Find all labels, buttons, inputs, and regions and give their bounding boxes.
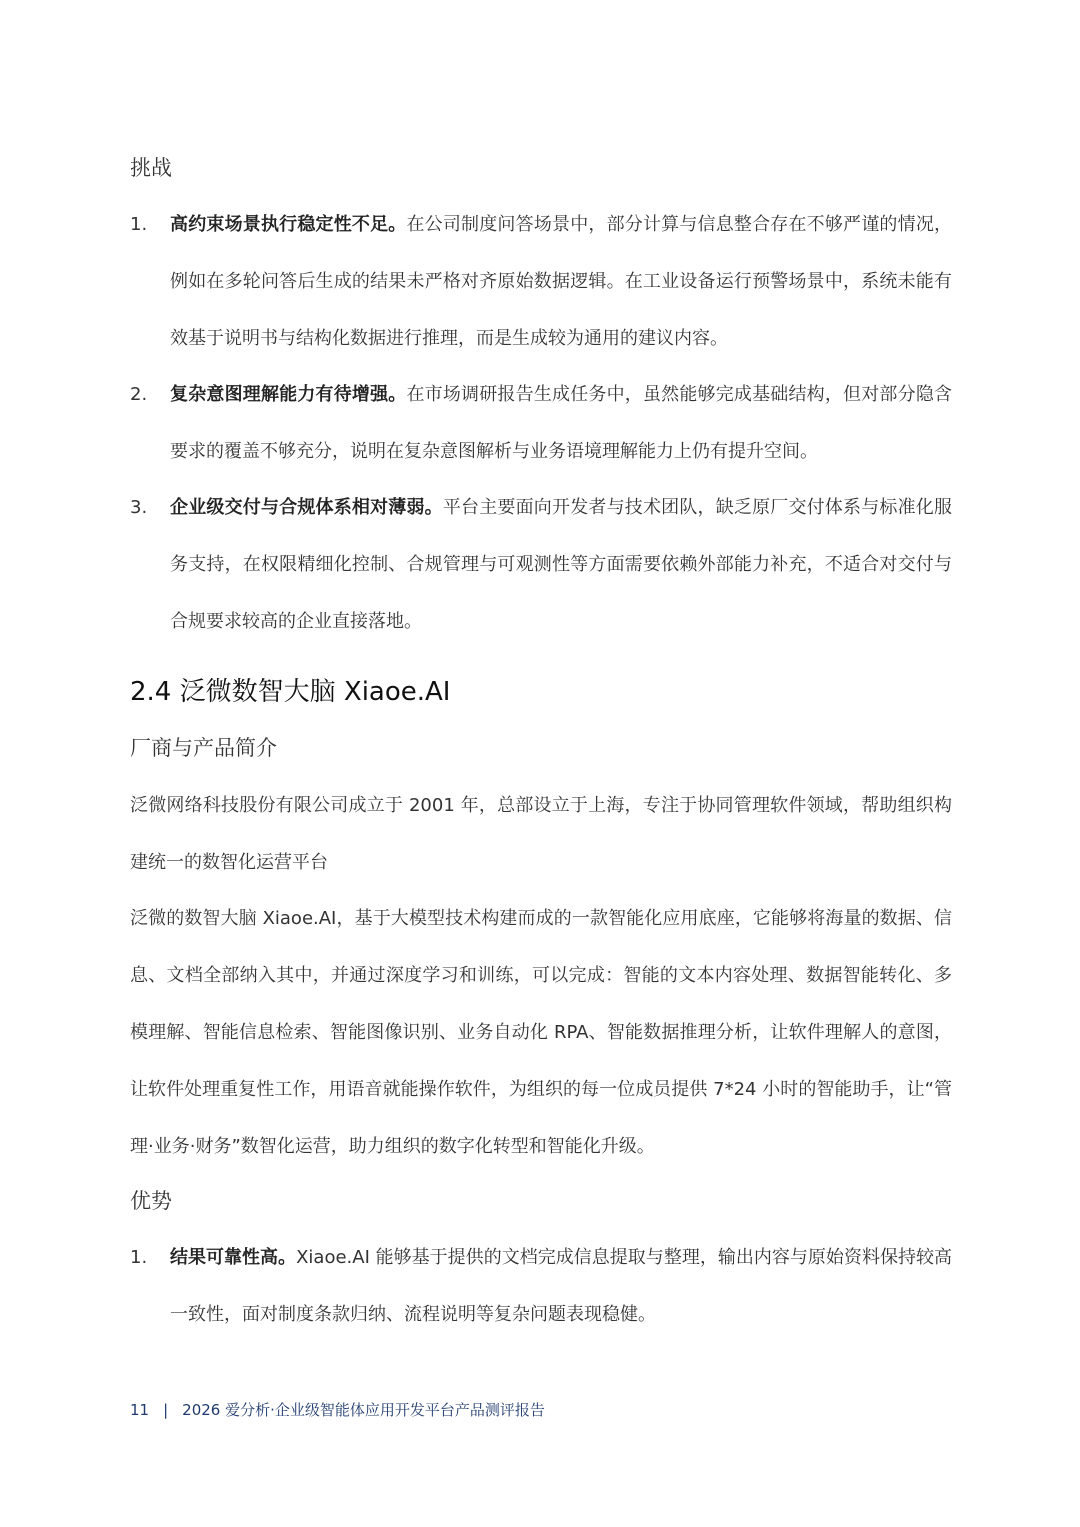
list-lead: 高约束场景执行稳定性不足。 xyxy=(170,214,407,235)
list-number: 1. xyxy=(130,1247,148,1268)
list-body xyxy=(170,366,952,480)
section-title: 2.4 泛微数智大脑 Xiaoe.AI xyxy=(130,677,451,707)
intro-paragraph-2: 泛微的数智大脑 Xiaoe.AI，基于大模型技术构建而成的一款智能化应用底座，它能够将海量的数据、信息、文档全部纳入其中，并通过深度学习和训练，可以完成：智能的文本内容处理、数据智能转化、多模理解、智能信息检索、智能图像识别、业务自动化 RPA、智能数据推理分析，让软件理解人的意图，让软件处理重复性工作，用语音就能操作软件，为组织的每一位成员提供 7*24 小时的智能助手，让“管理·业务·财务”数智化运营，助力组织的数字化转型和智能化升级。 xyxy=(130,908,952,1157)
page-number: 11 xyxy=(130,1401,150,1419)
list-text: 在公司制度问答场景中，部分计算与信息整合存在不够严谨的情况，例如在多轮问答后生成的结果未严格对齐原始数据逻辑。在工业设备运行预警场景中，系统未能有效基于说明书与结构化数据进行推理，而是生成较为通用的建议内容。 xyxy=(170,214,953,349)
list-number: 1. xyxy=(130,214,148,235)
list-number: 3. xyxy=(130,497,148,518)
challenge-item-3 xyxy=(130,479,952,650)
challenge-item-1 xyxy=(130,196,952,367)
footer-separator: | xyxy=(163,1401,169,1419)
page-footer xyxy=(130,1398,545,1422)
advantages-heading: 优势 xyxy=(130,1189,172,1213)
list-text: 在市场调研报告生成任务中，虽然能够完成基础结构，但对部分隐含要求的覆盖不够充分，说明在复杂意图解析与业务语境理解能力上仍有提升空间。 xyxy=(170,384,953,462)
list-lead: 企业级交付与合规体系相对薄弱。 xyxy=(170,497,443,518)
intro-heading: 厂商与产品简介 xyxy=(130,736,277,760)
list-body xyxy=(170,196,952,367)
list-text: 平台主要面向开发者与技术团队，缺乏原厂交付体系与标准化服务支持，在权限精细化控制、合规管理与可观测性等方面需要依赖外部能力补充，不适合对交付与合规要求较高的企业直接落地。 xyxy=(170,497,952,632)
challenge-item-2 xyxy=(130,366,952,480)
list-number: 2. xyxy=(130,384,148,405)
list-lead: 结果可靠性高。 xyxy=(170,1247,297,1268)
advantage-item-1 xyxy=(130,1229,952,1343)
list-body xyxy=(170,1229,952,1343)
report-title: 2026 爱分析·企业级智能体应用开发平台产品测评报告 xyxy=(182,1401,545,1419)
list-lead: 复杂意图理解能力有待增强。 xyxy=(170,384,407,405)
intro-paragraph-1: 泛微网络科技股份有限公司成立于 2001 年，总部设立于上海，专注于协同管理软件领域，帮助组织构建统一的数智化运营平台 xyxy=(130,795,952,873)
list-body xyxy=(170,479,952,650)
list-text: Xiaoe.AI 能够基于提供的文档完成信息提取与整理，输出内容与原始资料保持较高一致性，面对制度条款归纳、流程说明等复杂问题表现稳健。 xyxy=(170,1247,953,1325)
challenges-heading: 挑战 xyxy=(130,156,172,180)
